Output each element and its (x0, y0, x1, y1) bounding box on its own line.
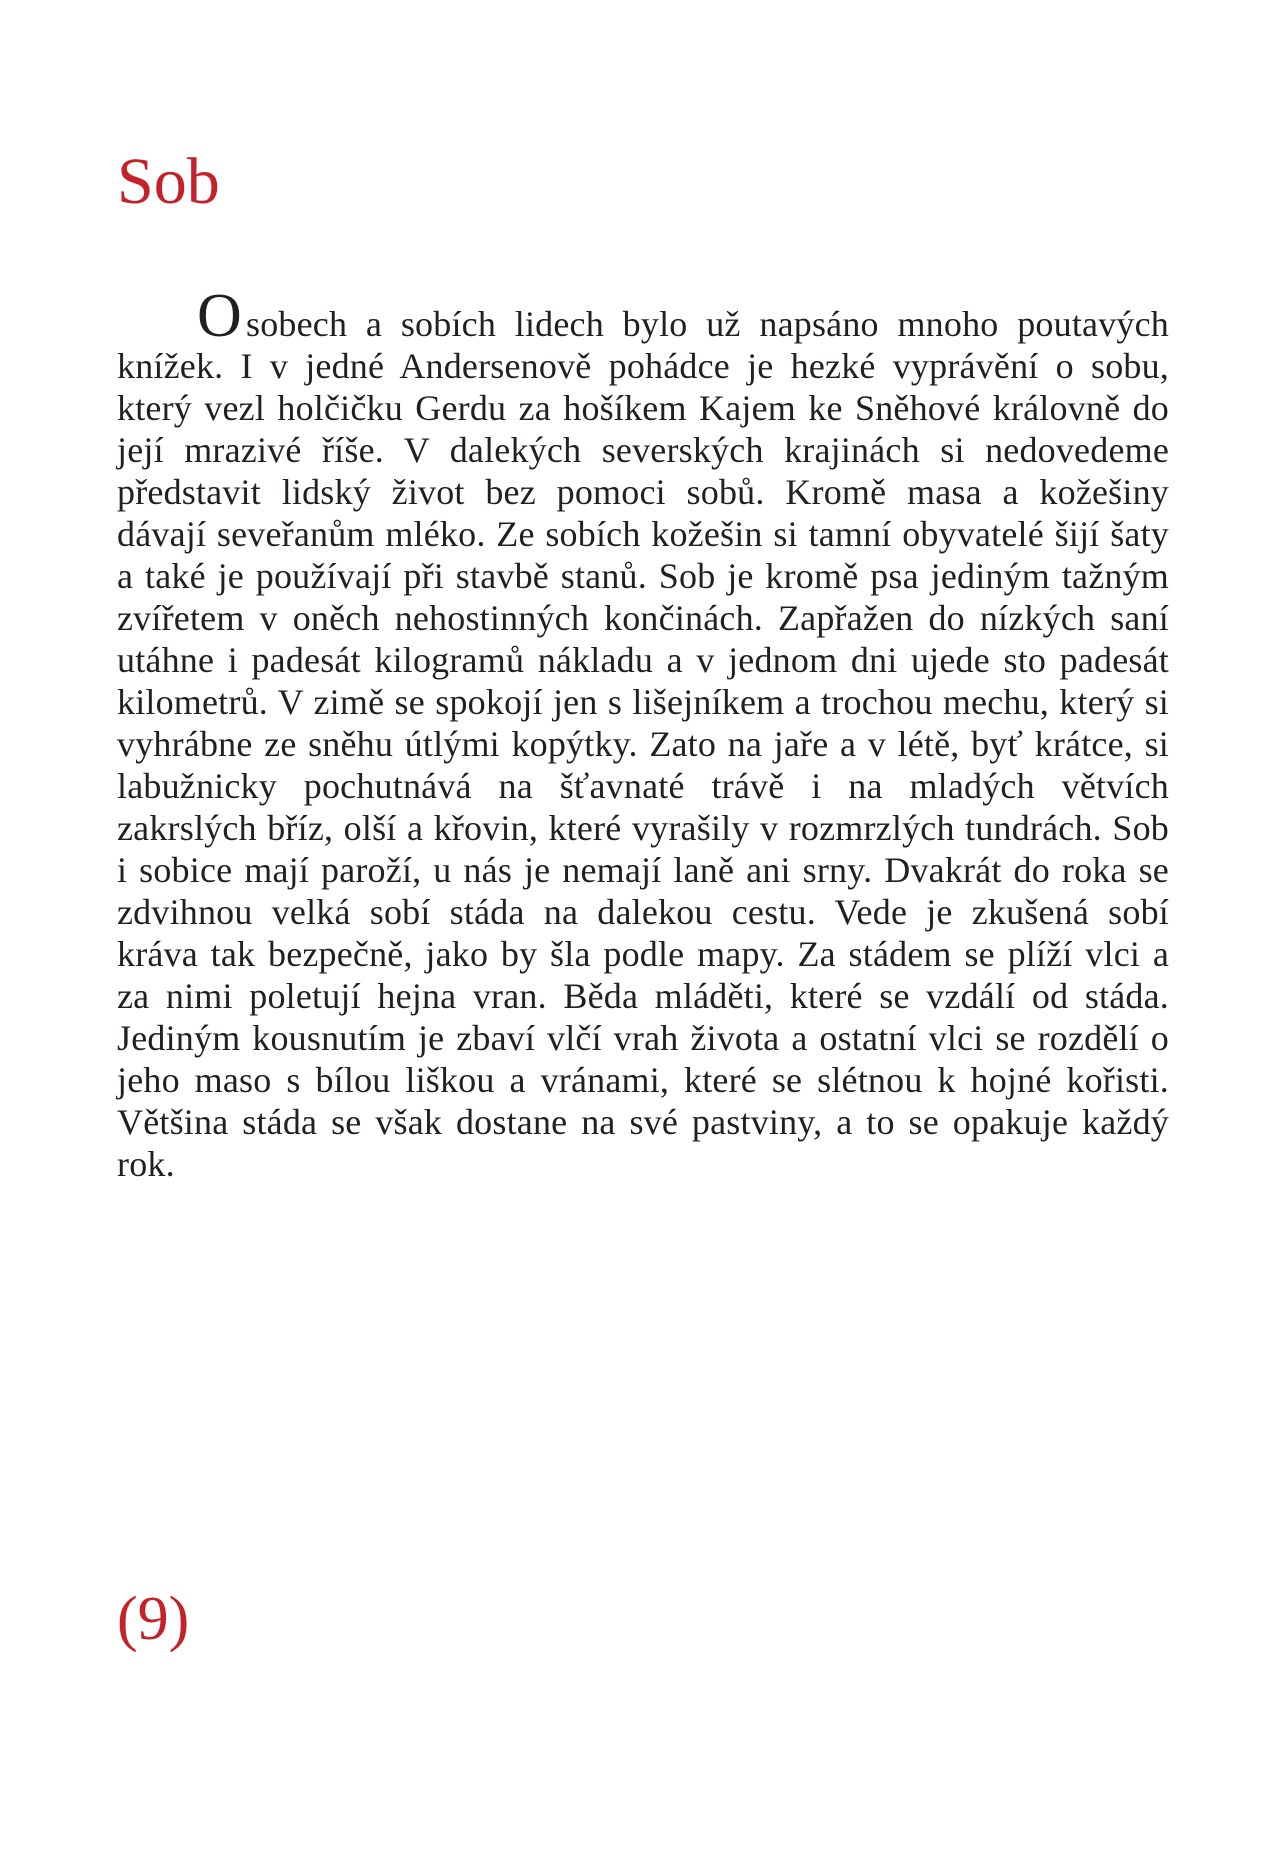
paragraph-text: sobech a sobích lidech bylo už napsáno mnoho poutavých knížek. I v jedné Andersenově pohádce je hezké vyprávění o sobu, který vezl holčičku Gerdu za hošíkem Kajem ke Sněhové královně do její mrazivé říše. V dalekých severských krajinách si nedovedeme představit lidský život bez pomoci sobů. Kromě masa a kožešiny dávají seveřanům mléko. Ze sobích kožešin si tamní obyvatelé šijí šaty a také je používají při stavbě stanů. Sob je kromě psa jediným tažným zvířetem v oněch nehostinných končinách. Zapřažen do nízkých saní utáhne i padesát kilogramů nákladu a v jednom dni ujede sto padesát kilometrů. V zimě se spokojí jen s lišejníkem a trochou mechu, který si vyhrábne ze sněhu útlými kopýtky. Zato na jaře a v létě, byť krátce, si labužnicky pochutnává na šťavnaté trávě i na mladých větvích zakrslých bříz, olší a křovin, které vyrašily v rozmrzlých tundrách. Sob i sobice mají paroží, u nás je nemají laně ani srny. Dvakrát do roka se zdvihnou velká sobí stáda na dalekou cestu. Vede je zkušená sobí kráva tak bezpečně, jako by šla podle mapy. Za stádem se plíží vlci a za nimi poletují hejna vran. Běda mláděti, které se vzdálí od stáda. Jediným kousnutím je zbaví vlčí vrah života a ostatní vlci se rozdělí o jeho maso s bílou liškou a vránami, které se slétnou k hojné kořisti. Většina stáda se však dostane na své pastviny, a to se opakuje každý rok. (117, 304, 1169, 1184)
body-paragraph (117, 282, 1169, 1185)
page-number: (9) (117, 1585, 190, 1653)
page-title: Sob (117, 145, 220, 218)
drop-cap: O (197, 282, 242, 350)
